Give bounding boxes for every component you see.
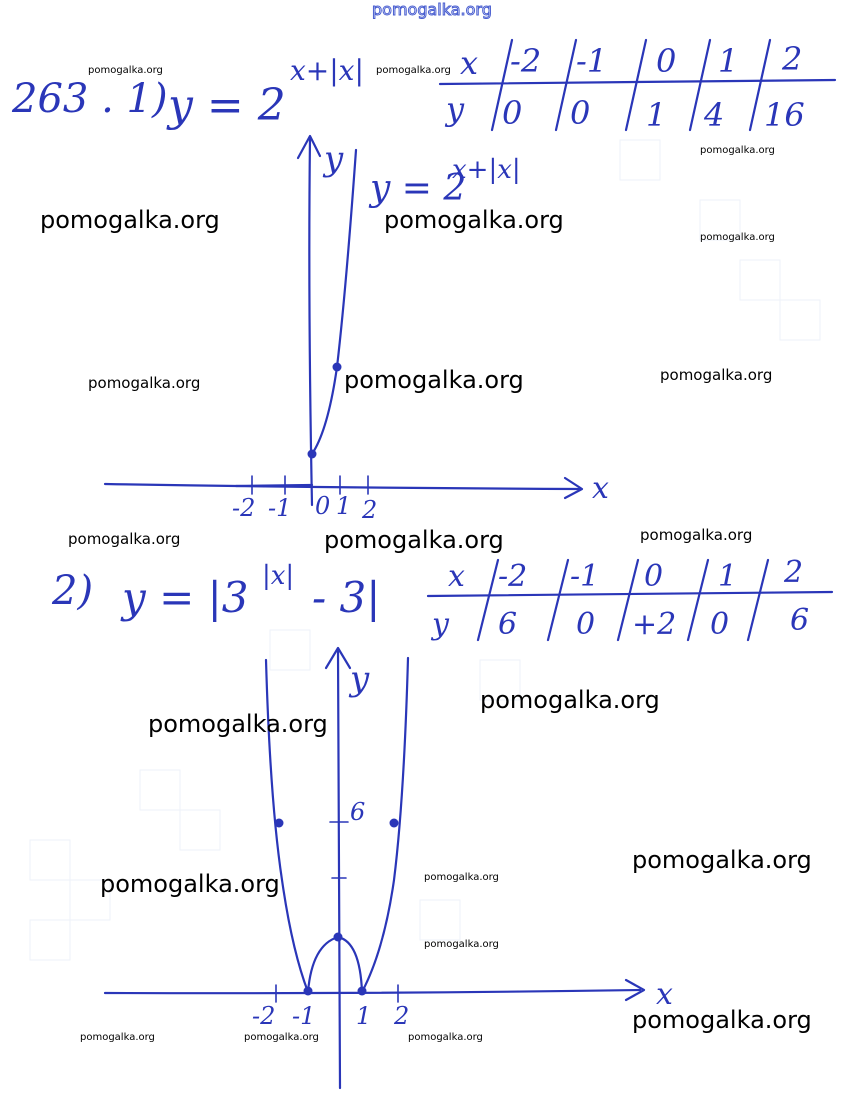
part2-tick: -1 <box>292 1002 316 1030</box>
watermark: pomogalka.org <box>632 846 812 874</box>
part1-table-x-label: x <box>460 44 479 82</box>
watermark: pomogalka.org <box>40 206 220 234</box>
part1-x-axis <box>105 484 580 489</box>
part1-tick: 2 <box>362 496 378 524</box>
part2-table-y-cell: +2 <box>632 607 677 642</box>
part2-exponent: |x| <box>262 561 295 591</box>
part2-formula-tail: - 3| <box>312 573 381 622</box>
part1-point <box>308 450 317 459</box>
part1-table-y-cell: 0 <box>502 94 523 132</box>
part2-table-y-cell: 6 <box>498 607 518 642</box>
part1-point <box>333 363 342 372</box>
part2-curve-middle <box>308 937 362 992</box>
watermark: pomogalka.org <box>344 366 524 394</box>
part2-point <box>334 933 343 942</box>
part2-table <box>428 555 832 642</box>
part2-table-y-cell: 0 <box>710 607 730 642</box>
part1-tick: 1 <box>336 492 352 520</box>
part2-tick: 1 <box>356 1002 372 1030</box>
part1-table-y-cell: 4 <box>704 96 725 134</box>
part2-table-x-cell: -2 <box>498 559 528 594</box>
part1-table-y-cell: 0 <box>570 94 591 132</box>
watermark: pomogalka.org <box>244 1032 319 1043</box>
part1-tick: 0 <box>315 492 331 520</box>
watermark: pomogalka.org <box>376 65 451 76</box>
part1-y-label: y <box>324 139 344 179</box>
part2-y-tick: 6 <box>350 798 366 826</box>
part1-curve <box>312 150 356 454</box>
part2-x-label: x <box>656 977 673 1012</box>
watermark: pomogalka.org <box>68 530 181 548</box>
problem-number: 263 . 1) <box>12 76 168 122</box>
part2-formula: y = |3 <box>122 573 249 622</box>
part2-tick: -2 <box>252 1002 276 1030</box>
watermark: pomogalka.org <box>700 145 775 156</box>
part1-table-x-cell: -1 <box>576 42 608 80</box>
watermark: pomogalka.org <box>424 872 499 883</box>
part1-table-x-cell: -2 <box>510 42 542 80</box>
part2-table-x-cell: -1 <box>570 559 600 594</box>
watermark: pomogalka.org <box>408 1032 483 1043</box>
part2-y-label: y <box>350 659 370 699</box>
part2-point <box>358 987 367 996</box>
part1-curve-left <box>236 485 312 486</box>
part2-point <box>275 819 284 828</box>
part2-curve-right <box>362 658 408 992</box>
watermark: pomogalka.org <box>424 939 499 950</box>
watermark: pomogalka.org <box>632 1006 812 1034</box>
watermark: pomogalka.org <box>480 686 660 714</box>
part2-point <box>304 987 313 996</box>
part1-graph <box>105 136 609 524</box>
part1-table-x-cell: 1 <box>718 42 739 80</box>
part2-y-axis <box>338 650 340 1088</box>
part2-table-y-cell: 6 <box>790 603 810 638</box>
watermark: pomogalka.org <box>640 526 753 544</box>
part2-tick: 2 <box>394 1002 410 1030</box>
part1-table-y-cell: 1 <box>646 96 667 134</box>
part1-curve-label-exp: x+|x| <box>452 155 521 185</box>
part2-table-x-cell: 2 <box>784 555 804 590</box>
watermark: pomogalka.org <box>100 870 280 898</box>
part1-curve-label: y = 2 <box>370 168 467 209</box>
watermark: pomogalka.org <box>700 232 775 243</box>
watermark: pomogalka.org <box>324 526 504 554</box>
part1-tick: -1 <box>268 494 292 522</box>
part1-table-x-cell: 0 <box>656 42 677 80</box>
watermark: pomogalka.org <box>88 65 163 76</box>
part1-tick: -2 <box>232 494 256 522</box>
watermark: pomogalka.org <box>660 366 773 384</box>
part2-table-x-label: x <box>448 559 465 594</box>
part1-table <box>440 40 835 134</box>
part1-formula: y = 2 <box>168 80 286 131</box>
part2-x-axis <box>105 990 640 993</box>
watermark: pomogalka.org <box>384 206 564 234</box>
part1-table-y-cell: 16 <box>764 96 805 134</box>
part2-table-x-cell: 1 <box>718 559 738 594</box>
part2-label: 2) <box>52 568 94 614</box>
watermark: pomogalka.org <box>148 710 328 738</box>
part1-table-x-cell: 2 <box>782 40 803 78</box>
watermark: pomogalka.org <box>80 1032 155 1043</box>
part1-table-y-label: y <box>446 90 465 128</box>
part2-table-y-label: y <box>432 607 449 642</box>
watermark: pomogalka.org <box>88 374 201 392</box>
part1-x-label: x <box>592 471 609 506</box>
part2-table-x-cell: 0 <box>644 559 664 594</box>
header-watermark: pomogalka.org <box>372 0 492 19</box>
part2-table-y-cell: 0 <box>576 607 596 642</box>
part1-exponent: x+|x| <box>290 54 364 87</box>
part2-point <box>390 819 399 828</box>
